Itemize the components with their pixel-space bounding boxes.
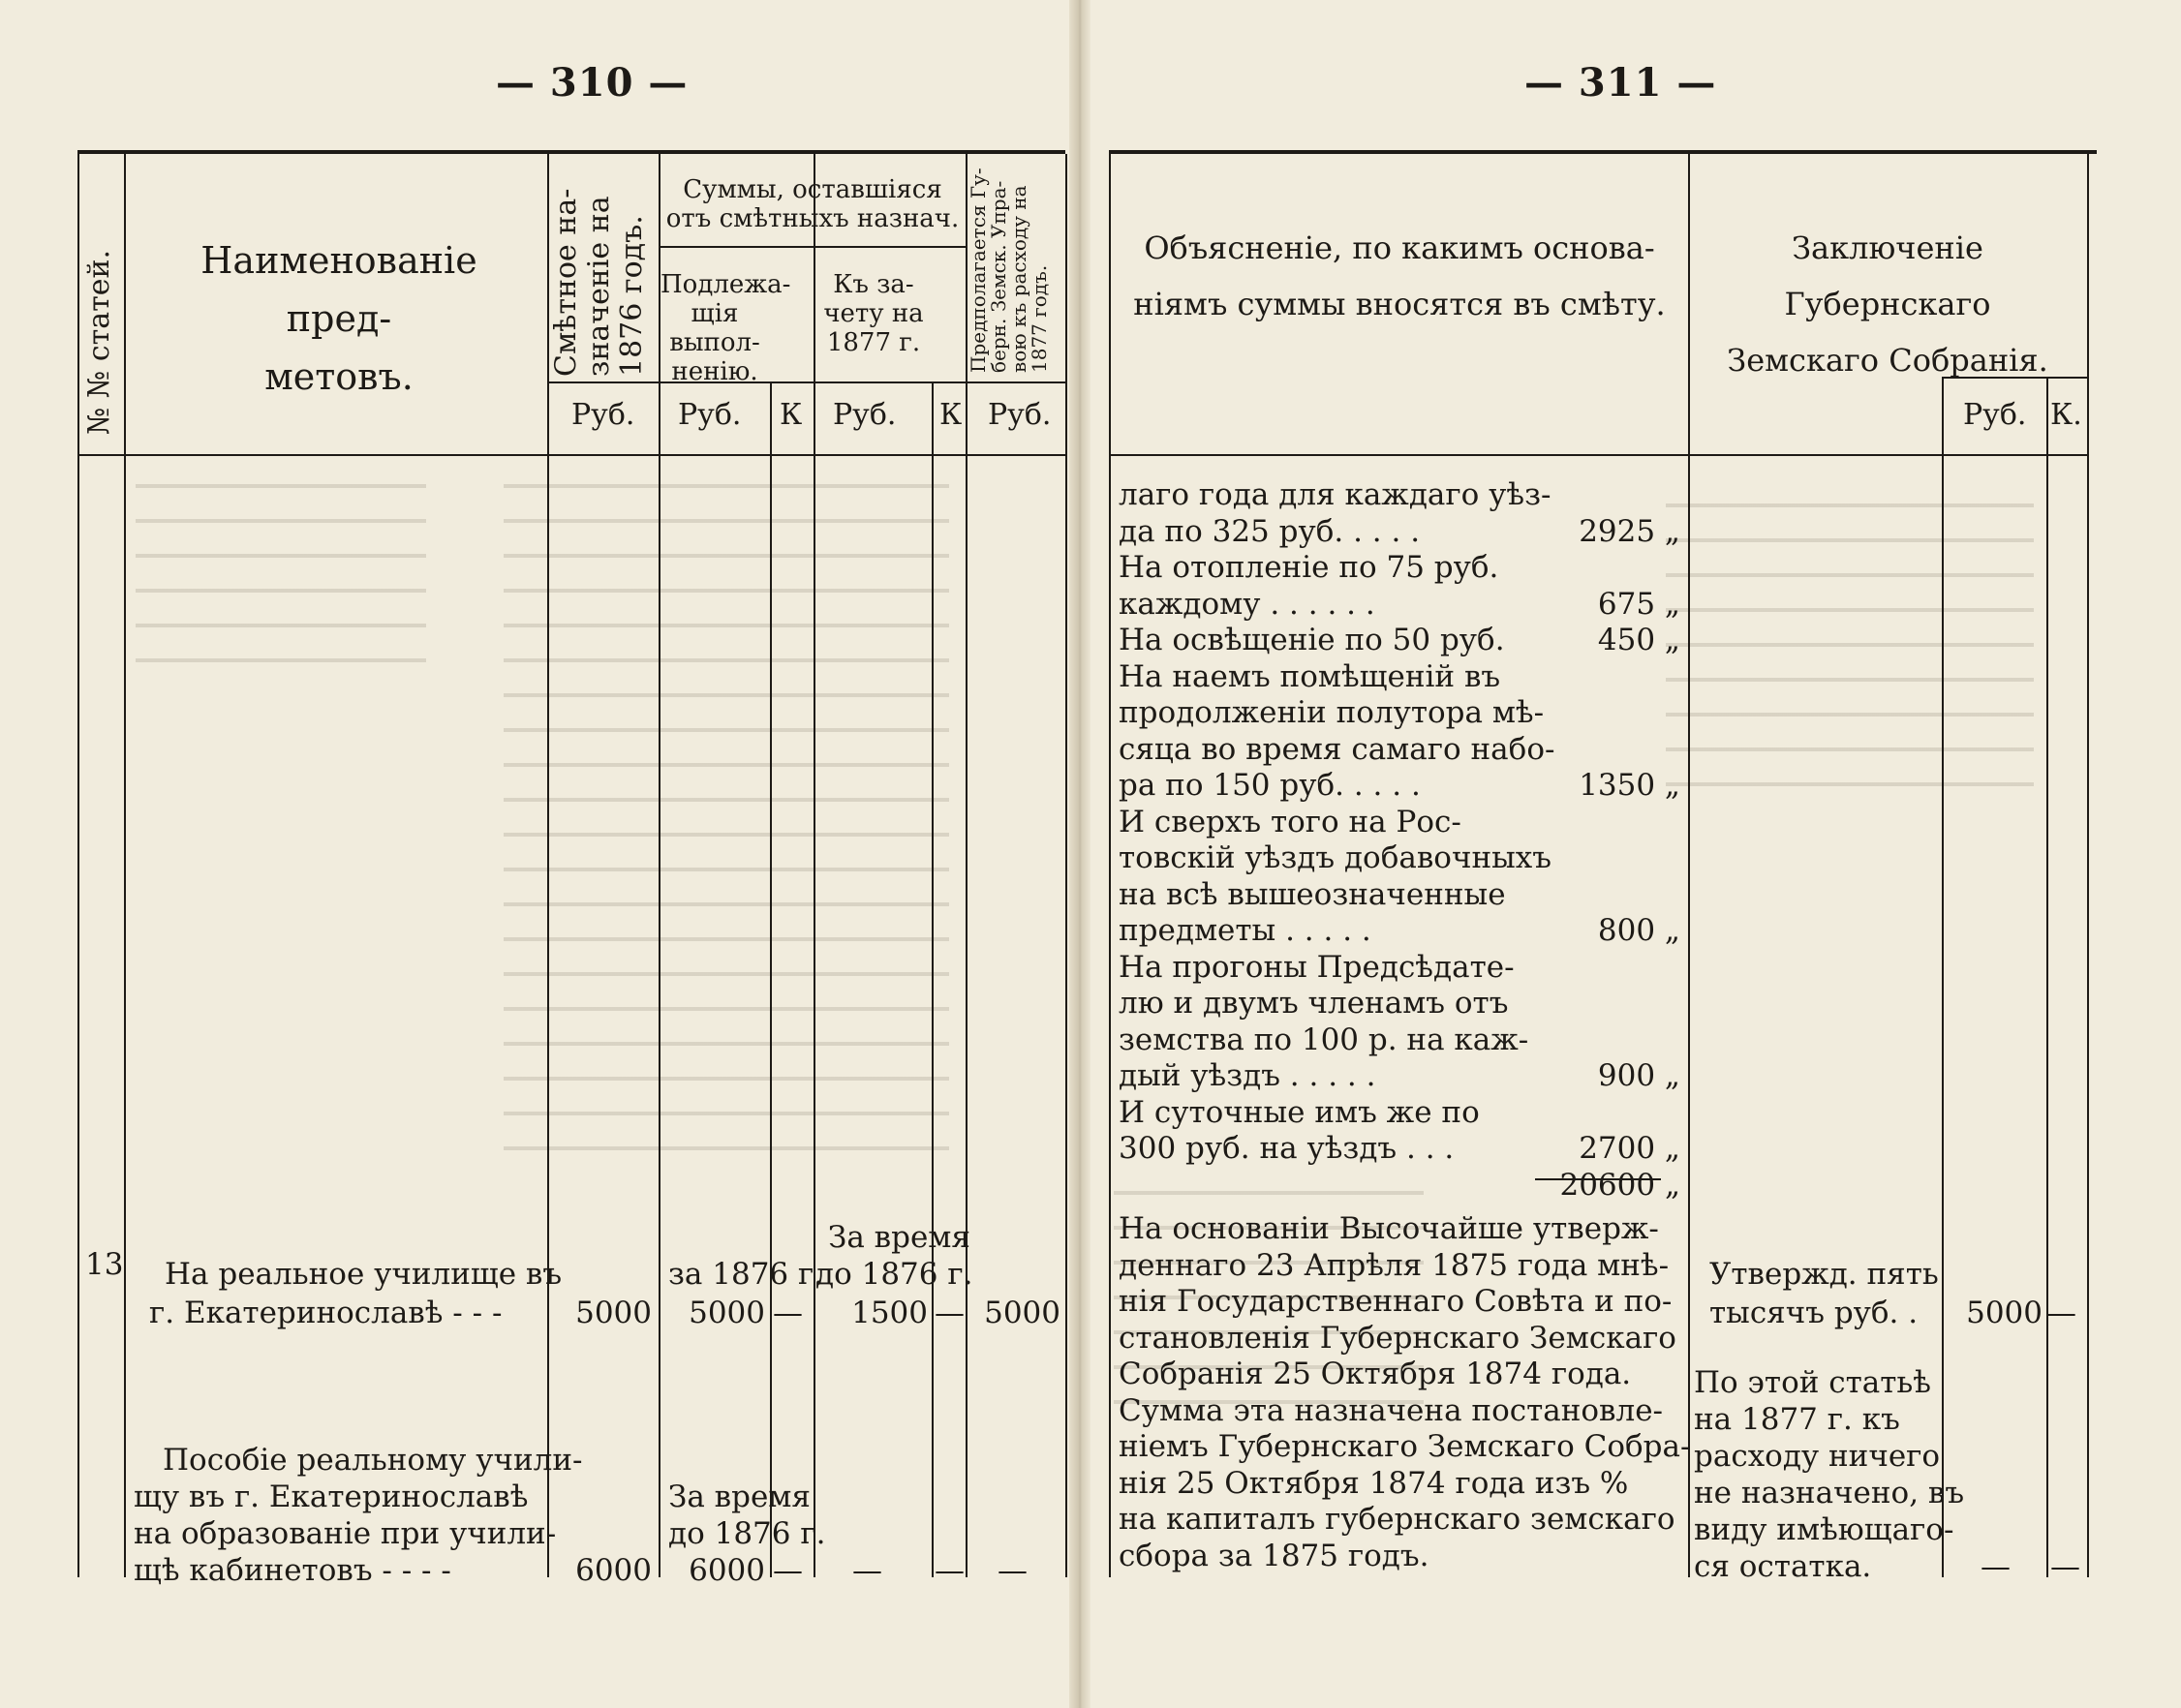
conclusion-line: ся остатка.	[1694, 1549, 1872, 1584]
to-1877-kop: —	[935, 1296, 965, 1330]
explanation-line: лаго года для каждаго уѣз-	[1119, 477, 1551, 512]
to-1877-value: —	[852, 1553, 882, 1588]
unit-rub: Руб.	[988, 398, 1052, 432]
header-to-1877: Къ за- чету на 1877 г.	[823, 270, 924, 357]
explanation-amount: 20600 „	[1559, 1167, 1680, 1203]
explanation-amount: 1350 „	[1579, 768, 1680, 803]
explanation-line: да по 325 руб. . . . .	[1119, 513, 1421, 549]
explanation-amount: 2925 „	[1579, 513, 1680, 549]
explanation-line: И суточные имъ же по	[1119, 1094, 1480, 1130]
page-number-right: — 311 —	[1524, 60, 1717, 106]
remaining-note-years: до 1876 г.	[668, 1516, 826, 1551]
sum-line	[1535, 1178, 1661, 1180]
remaining-note: За время	[668, 1479, 811, 1514]
header-item-name: Наименованіе пред- метовъ.	[200, 239, 477, 398]
explanation-line: И сверхъ того на Рос-	[1119, 804, 1461, 839]
remaining-note: За время	[828, 1220, 970, 1255]
explanation-line: ніемъ Губернскаго Земскаго Собра-	[1119, 1429, 1691, 1464]
header-line	[77, 454, 1065, 456]
col-line	[124, 154, 126, 1577]
conclusion-line: не назначено, въ	[1694, 1476, 1965, 1510]
explanation-amount: 900 „	[1597, 1058, 1680, 1093]
right-explanation-table	[1109, 150, 2097, 1584]
conclusion-amount: 5000	[1966, 1296, 2043, 1330]
unit-rub: Руб.	[1963, 398, 2027, 432]
header-remaining-group: Суммы, оставшіяся отъ смѣтныхъ назнач.	[665, 175, 960, 233]
explanation-line: нія Государственнаго Совѣта и по-	[1119, 1284, 1673, 1319]
to-be-done-value: 6000	[689, 1553, 765, 1588]
proposed-value: —	[998, 1553, 1028, 1588]
conclusion-line: на 1877 г. къ	[1694, 1402, 1900, 1437]
proposed-value: 5000	[984, 1296, 1060, 1330]
remaining-note-years: за 1876 г.	[668, 1257, 824, 1292]
explanation-line: Сумма эта назначена постановле-	[1119, 1392, 1664, 1428]
col-line	[1109, 154, 1111, 1577]
item-name-line: г. Екатеринославѣ - - -	[149, 1296, 503, 1330]
explanation-amount: 675 „	[1597, 586, 1680, 622]
header-line	[547, 381, 1065, 383]
item-name-line: Пособіе реальному учили-	[163, 1443, 583, 1478]
explanation-line: На освѣщеніе по 50 руб.	[1119, 623, 1505, 657]
to-1877-kop: —	[935, 1553, 965, 1588]
col-line	[814, 154, 815, 1577]
conclusion-line: расходу ничего	[1694, 1439, 1941, 1474]
page-number-left: — 310 —	[496, 60, 689, 106]
header-proposed: Предполагается Гу- берн. Земск. Упра- вою къ расходу на 1877 годъ.	[967, 168, 1051, 373]
item-name-line: щу въ г. Екатеринославѣ	[134, 1479, 529, 1514]
col-line	[1942, 377, 1944, 1577]
explanation-line: на капиталъ губернскаго земскаго	[1119, 1502, 1675, 1537]
explanation-line: Собранія 25 Октября 1874 года.	[1119, 1357, 1632, 1391]
unit-kop: К	[939, 398, 963, 432]
header-estimated: Смѣтное на- значеніе на 1876 годъ.	[549, 188, 649, 377]
col-line	[1065, 154, 1067, 1577]
explanation-line: на всѣ вышеозначенные	[1119, 876, 1506, 912]
explanation-line: На отопленіе по 75 руб.	[1119, 550, 1499, 585]
conclusion-line: По этой статьѣ	[1694, 1365, 1931, 1400]
explanation-line: лю и двумъ членамъ отъ	[1119, 986, 1509, 1021]
explanation-line: дый уѣздъ . . . . .	[1119, 1058, 1376, 1093]
explanation-line: предметы . . . . .	[1119, 913, 1371, 948]
explanation-line: На наемъ помѣщеній въ	[1119, 658, 1501, 694]
item-name-line: на образованіе при учили-	[134, 1516, 557, 1551]
explanation-line: каждому . . . . . .	[1119, 586, 1375, 622]
col-line	[77, 154, 79, 1577]
explanation-line: сяца во время самаго набо-	[1119, 731, 1555, 767]
explanation-line: 300 руб. на уѣздъ . . .	[1119, 1131, 1455, 1166]
col-line	[2046, 377, 2048, 1577]
left-estimate-table	[77, 150, 1065, 1588]
to-1877-value: 1500	[851, 1296, 928, 1330]
explanation-line: сбора за 1875 годъ.	[1119, 1538, 1429, 1573]
explanation-line: становленія Губернскаго Земскаго	[1119, 1320, 1676, 1356]
conclusion-line: виду имѣющаго-	[1694, 1512, 1954, 1547]
explanation-amount: 800 „	[1597, 913, 1680, 948]
article-number: 13	[85, 1247, 124, 1282]
explanation-amount: 450 „	[1597, 623, 1680, 657]
explanation-line: деннаго 23 Апрѣля 1875 года мнѣ-	[1119, 1247, 1670, 1283]
explanation-line: На прогоны Предсѣдате-	[1119, 949, 1515, 985]
unit-rub: Руб.	[678, 398, 742, 432]
item-name-line: щѣ кабинетовъ - - - -	[134, 1553, 451, 1588]
explanation-line: товскій уѣздъ добавочныхъ	[1119, 840, 1551, 875]
conclusion-line: тысячъ руб. .	[1709, 1296, 1919, 1330]
item-name-line: На реальное училище въ	[165, 1257, 563, 1292]
explanation-line: На основаніи Высочайше утверж-	[1119, 1211, 1659, 1246]
to-be-done-value: 5000	[689, 1296, 765, 1330]
unit-rub: Руб.	[833, 398, 897, 432]
header-line	[659, 246, 966, 248]
unit-kop: К	[780, 398, 803, 432]
explanation-amount: 2700 „	[1579, 1131, 1680, 1166]
estimated-value: 5000	[575, 1296, 652, 1330]
to-1877-note: до 1876 г.	[815, 1257, 973, 1292]
header-conclusion: Заключеніе Губернскаго Земскаго Собранія.	[1727, 229, 2048, 379]
book-gutter	[1069, 0, 1090, 1708]
header-explanation: Объясненіе, по какимъ основа- ніямъ суммы вносятся въ смѣту.	[1133, 229, 1666, 322]
explanation-line: земства по 100 р. на каж-	[1119, 1022, 1529, 1057]
to-be-done-kop: —	[773, 1553, 803, 1588]
col-line	[932, 381, 934, 1577]
unit-kop: К.	[2050, 398, 2082, 432]
col-line	[1688, 154, 1690, 1577]
explanation-line: ра по 150 руб. . . . .	[1119, 768, 1421, 803]
col-line	[770, 381, 772, 1577]
col-line	[2087, 154, 2089, 1577]
header-to-be-done: Подлежа- щія выпол- ненію.	[660, 270, 791, 386]
explanation-line: нія 25 Октября 1874 года изъ %	[1119, 1465, 1629, 1501]
to-be-done-kop: —	[773, 1296, 803, 1330]
conclusion-line: Утвержд. пять	[1709, 1257, 1939, 1292]
header-article-no: № № статей.	[82, 249, 116, 435]
header-line	[1109, 454, 2087, 456]
unit-rub: Руб.	[571, 398, 635, 432]
estimated-value: 6000	[575, 1553, 652, 1588]
conclusion-kop: —	[2046, 1296, 2076, 1330]
conclusion-kop: —	[2050, 1549, 2080, 1584]
explanation-line: продолженіи полутора мѣ-	[1119, 695, 1545, 730]
conclusion-amount: —	[1981, 1549, 2011, 1584]
